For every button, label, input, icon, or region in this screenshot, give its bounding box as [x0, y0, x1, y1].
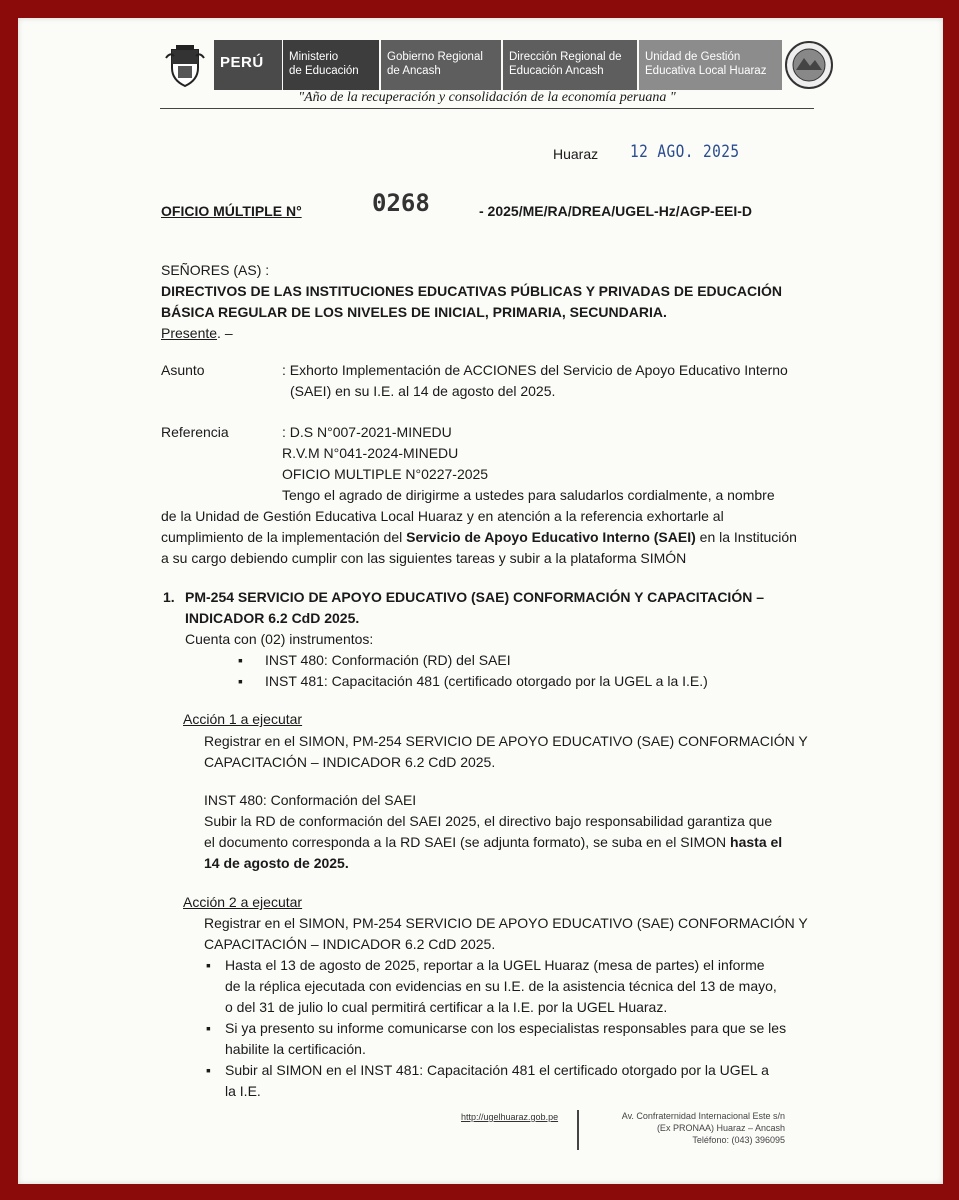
- recipients-line2: BÁSICA REGULAR DE LOS NIVELES DE INICIAL, PRIMARIA, SECUNDARIA.: [161, 304, 667, 320]
- accion1-p2-bold: hasta el: [730, 834, 783, 850]
- section1-title1: PM-254 SERVICIO DE APOYO EDUCATIVO (SAE) CONFORMACIÓN Y CAPACITACIÓN –: [185, 589, 764, 605]
- bullet-icon: [206, 1060, 211, 1081]
- header-ministerio-block: [283, 40, 379, 90]
- header-gobierno-line1: Gobierno Regional: [387, 51, 483, 63]
- accion1-line2: CAPACITACIÓN – INDICADOR 6.2 CdD 2025.: [204, 754, 496, 770]
- oficio-number: 0268: [372, 189, 430, 217]
- accion1-title: Acción 1 a ejecutar: [183, 711, 303, 727]
- bullet-icon: [238, 650, 243, 671]
- accion2-b3-l1: Subir al SIMON en el INST 481: Capacitación 481 el certificado otorgado por la UGEL a: [225, 1062, 769, 1078]
- header-gobierno-block: [381, 40, 501, 90]
- bullet-icon: [206, 1018, 211, 1039]
- presente-label: Presente: [161, 325, 218, 341]
- year-motto: "Año de la recuperación y consolidación de la economía peruana ": [160, 88, 814, 109]
- header-direccion-line1: Dirección Regional de: [509, 51, 622, 63]
- intro-line4: a su cargo debiendo cumplir con las siguientes tareas y subir a la plataforma SIMÓN: [161, 550, 687, 566]
- intro-line3-c: en la Institución: [695, 529, 797, 545]
- section1-title2: INDICADOR 6.2 CdD 2025.: [185, 610, 360, 626]
- header-unidad-block: [639, 40, 782, 90]
- header-ministerio-line1: Ministerio: [289, 51, 339, 63]
- footer-addr2: (Ex PRONAA) Huaraz – Ancash: [656, 1123, 785, 1133]
- footer-divider: [577, 1110, 579, 1150]
- accion2-b1-l3: o del 31 de julio lo cual permitirá certificar a la I.E. por la UGEL Huaraz.: [225, 999, 668, 1015]
- accion1-p2-a: el documento corresponda a la RD SAEI (se adjunta formato), se suba en el SIMON: [204, 834, 731, 850]
- header-unidad-line2: Educativa Local Huaraz: [645, 65, 767, 77]
- footer-addr1: Av. Confraternidad Internacional Este s/n: [621, 1111, 785, 1121]
- intro-line3-a: cumplimiento de la implementación del: [161, 529, 407, 545]
- recipients-title: SEÑORES (AS) :: [161, 262, 270, 278]
- footer-phone: Teléfono: (043) 396095: [692, 1135, 785, 1145]
- accion2-b3-l2: la I.E.: [225, 1083, 261, 1099]
- accion2-line2: CAPACITACIÓN – INDICADOR 6.2 CdD 2025.: [204, 936, 496, 952]
- accion2-b2-l1: Si ya presento su informe comunicarse con los especialistas responsables para que se les: [225, 1020, 787, 1036]
- accion2-b1-l1: Hasta el 13 de agosto de 2025, reportar a la UGEL Huaraz (mesa de partes) el informe: [225, 957, 765, 973]
- referencia-item-2: R.V.M N°041-2024-MINEDU: [282, 445, 459, 461]
- header-direccion-line2: Educación Ancash: [509, 65, 604, 77]
- intro-line2: de la Unidad de Gestión Educativa Local Huaraz y en atención a la referencia exhortarle al: [161, 508, 724, 524]
- accion1-line1: Registrar en el SIMON, PM-254 SERVICIO DE APOYO EDUCATIVO (SAE) CONFORMACIÓN Y: [204, 733, 808, 749]
- bullet-icon: [206, 955, 211, 976]
- recipients-line1: DIRECTIVOS DE LAS INSTITUCIONES EDUCATIVAS PÚBLICAS Y PRIVADAS DE EDUCACIÓN: [161, 283, 782, 299]
- bullet-icon: [238, 671, 243, 692]
- section1-inst1: INST 480: Conformación (RD) del SAEI: [265, 652, 511, 668]
- header-gobierno-line2: de Ancash: [387, 65, 441, 77]
- header-peru-label: PERÚ: [220, 54, 264, 71]
- accion1-p2: [204, 832, 782, 853]
- accion1-sub: INST 480: Conformación del SAEI: [204, 792, 417, 808]
- section1-instruments: Cuenta con (02) instrumentos:: [185, 631, 374, 647]
- intro-line3: [161, 527, 797, 548]
- date-stamp: 12 AGO. 2025: [630, 142, 740, 162]
- peru-coat-of-arms-icon: [164, 44, 206, 88]
- header-peru-block: [214, 40, 282, 90]
- section1-inst2: INST 481: Capacitación 481 (certificado otorgado por la UGEL a la I.E.): [265, 673, 708, 689]
- asunto-line2: (SAEI) en su I.E. al 14 de agosto del 2025.: [290, 383, 556, 399]
- accion2-b2-l2: habilite la certificación.: [225, 1041, 366, 1057]
- accion2-line1: Registrar en el SIMON, PM-254 SERVICIO DE APOYO EDUCATIVO (SAE) CONFORMACIÓN Y: [204, 915, 808, 931]
- footer-url[interactable]: http://ugelhuaraz.gob.pe: [461, 1112, 559, 1122]
- accion1-p3: 14 de agosto de 2025.: [204, 855, 349, 871]
- header-direccion-block: [503, 40, 637, 90]
- header-ministerio-line2: de Educación: [289, 65, 359, 77]
- accion2-title: Acción 2 a ejecutar: [183, 894, 303, 910]
- intro-line1: Tengo el agrado de dirigirme a ustedes para saludarlos cordialmente, a nombre: [282, 487, 775, 503]
- referencia-item-1: : D.S N°007-2021-MINEDU: [282, 424, 452, 440]
- header-unidad-line1: Unidad de Gestión: [645, 51, 741, 63]
- accion1-p1: Subir la RD de conformación del SAEI 2025, el directivo bajo responsabilidad garantiza que: [204, 813, 773, 829]
- oficio-code: - 2025/ME/RA/DREA/UGEL-Hz/AGP-EEI-D: [479, 203, 753, 219]
- presente: [161, 323, 233, 344]
- referencia-item-3: OFICIO MULTIPLE N°0227-2025: [282, 466, 489, 482]
- oficio-label: OFICIO MÚLTIPLE N°: [161, 203, 302, 219]
- accion2-b1-l2: de la réplica ejecutada con evidencias en su I.E. de la asistencia técnica del 13 de mayo,: [225, 978, 777, 994]
- asunto-label: Asunto: [161, 362, 205, 378]
- intro-line3-bold: Servicio de Apoyo Educativo Interno (SAEI): [406, 529, 696, 545]
- asunto-line1: : Exhorto Implementación de ACCIONES del Servicio de Apoyo Educativo Interno: [282, 362, 788, 378]
- referencia-label: Referencia: [161, 424, 229, 440]
- section1-number: 1.: [163, 589, 175, 605]
- footer-address: [585, 1110, 785, 1146]
- presente-suffix: . –: [217, 325, 233, 341]
- city: Huaraz: [553, 146, 599, 162]
- ugel-seal-icon: [784, 40, 834, 90]
